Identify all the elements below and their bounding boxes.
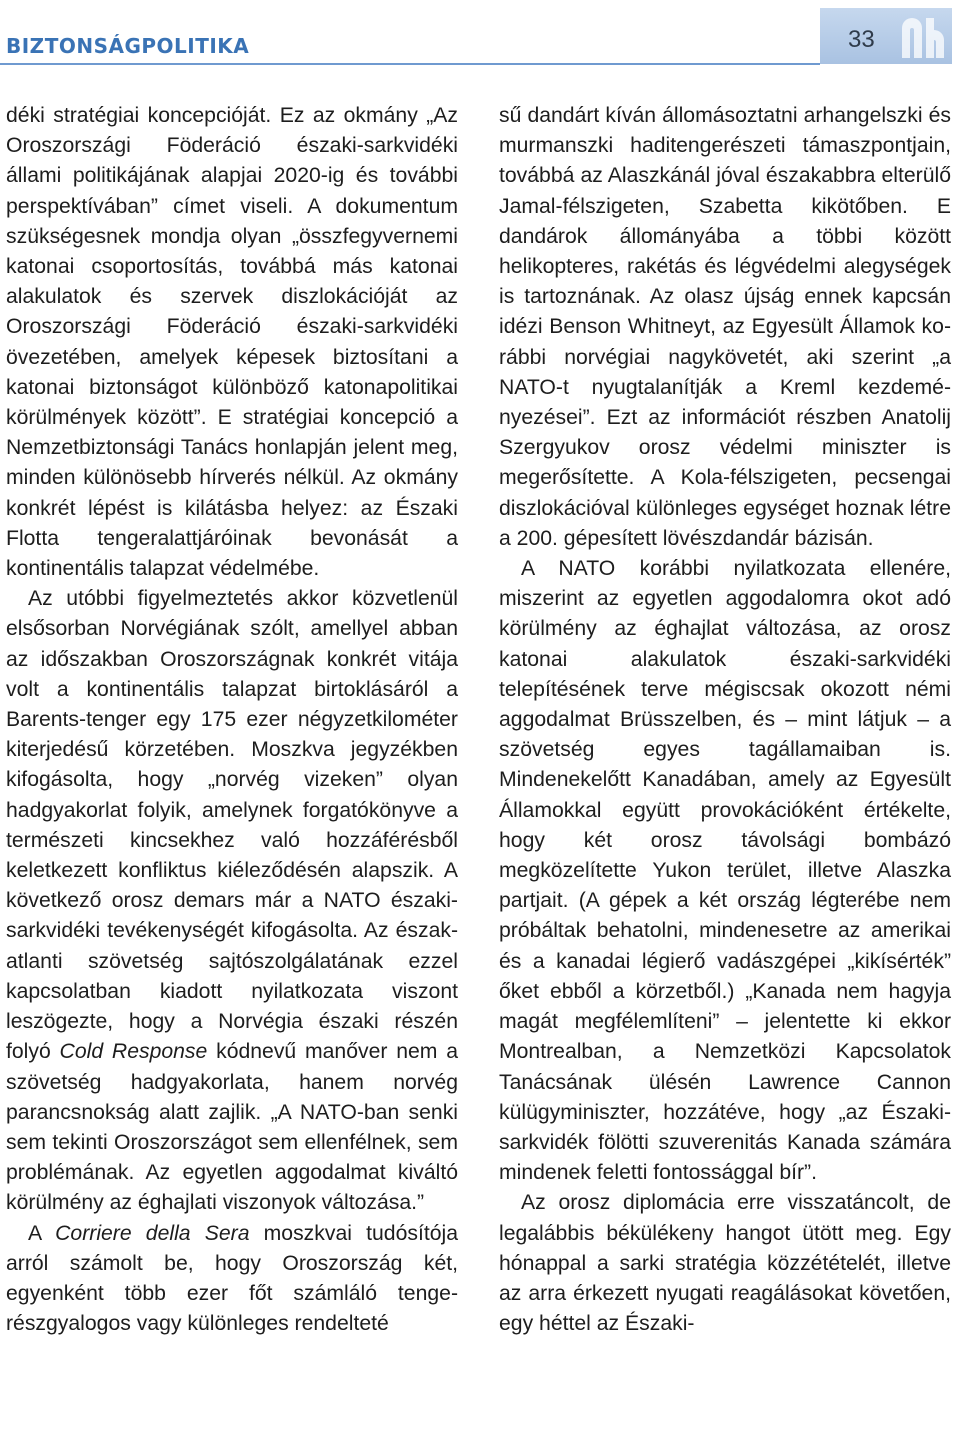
right-column xyxy=(499,101,951,1339)
left-column xyxy=(6,101,458,1339)
left-paragraph-2-text-a: Az utóbbi figyelmeztetés akkor közvetlenül elsősorban Norvégiának szólt, amellyel abban az időszakban Oroszországnak konkrét vitája volt a kontinentális talapzat birtoklásáról a Barents-tenger egy 175 ezer négyzetkilométer kiterjedésű körzetében. Moszkva jegyzékben kifogásolta, hogy „norvég vizeken” olyan hadgyakorlat folyik, amelynek forgatókönyve a természeti kincsekhez való hozzáférésből keletkezett konfliktus kiéleződésén alapszik. A következő orosz demars már a NATO északi-sarkvidéki tevékenységét kifogásolta. Az észak-atlanti szövetség sajtószolgálatának ezzel kapcsolatban kiadott nyilatkozata viszont leszögezte, hogy a Norvégia északi részén folyó xyxy=(6,587,458,1064)
header-rule xyxy=(0,63,820,65)
page-header xyxy=(0,0,960,66)
left-paragraph-2-text-b: kódnevű manőver nem a szövetség hadgyakorlata, hanem norvég parancsnokság alatt zajlik. „A NATO-ban senki sem tekinti Oroszországot sem ellenfélnek, sem problémának. Az egyetlen aggodalmat kiváltó körülmény az éghajlati viszonyok változása.” xyxy=(6,1040,458,1215)
left-paragraph-3-text-b: moszkvai tudósítója arról számolt be, hogy Oroszország két, egyenként több ezer főt számláló tengerészgyalogos vagy különleges rendelteté xyxy=(6,1221,458,1336)
right-paragraph-1: sű dandárt kíván állomásoztatni arhangelszki és murmanszki haditengerészeti támaszpontjain, továbbá az Alaszkánál jóval északabbra elterülő Jamal-félszigeten, Szabetta kikötőben. E dandárok állományába a többi között helikopteres, rakétás és légvédelmi alegységek is tartoznának. Az olasz újság ennek kapcsán idézi Benson Whitneyt, az Egyesült Államok korábbi norvégiai nagykövetét, aki szerint „a NATO-t nyugtalanítják a Kreml kezdeményezései”. Ezt az információt részben Anatolij Szergyukov orosz védelmi miniszter is megerősítette. A Kola-félszigeten, pecsengai diszlokációval különleges egységet hoznak létre a 200. gépesített lövészdandár bázisán. xyxy=(499,104,951,550)
left-paragraph-2 xyxy=(6,584,458,1218)
right-paragraph-3: Az orosz diplomácia erre visszatáncolt, de legalábbis békülékeny hangot ütött meg. Egy hónappal a sarki stratégia közzétételét, illetve az arra érkezett nyugati reagálásokat követően, egy héttel az Északi- xyxy=(499,1191,951,1336)
page-number-box xyxy=(820,8,952,64)
left-paragraph-3-text-a: A xyxy=(28,1221,56,1245)
nb-logo-icon xyxy=(896,14,948,62)
left-paragraph-3 xyxy=(6,1219,458,1340)
left-paragraph-1: déki stratégiai koncepcióját. Ez az okmány „Az Oroszországi Föderáció északi-sarkvidéki állami politikájának alapjai 2020-ig és további perspektívában” címet viseli. A dokumentum szükségesnek mondja olyan „összfegyvernemi katonai csoportosítás, továbbá más katonai alakulatok és szervek diszlokációját az Oroszországi Föderáció északi-sarkvidéki övezetében, amelyek képesek biztosítani a katonai biztonságot különböző katonapolitikai körülmények között”. E stratégiai koncepció a Nemzetbiztonsági Tanács honlapján jelent meg, minden különösebb hírverés nélkül. Az okmány konkrét lépést is kilátásba helyez: az Északi Flotta tengeralattjáróinak bevonását a kontinentális talapzat védelmébe. xyxy=(6,104,458,581)
section-title: BIZTONSÁGPOLITIKA xyxy=(6,34,250,58)
page-number: 33 xyxy=(848,26,875,53)
right-paragraph-2: A NATO korábbi nyilatkozata ellenére, miszerint az egyetlen aggodalomra okot adó körülmény az éghajlat változása, az orosz katonai alakulatok északi-sarkvidéki telepítésének terve mégiscsak okozott némi aggodalmat Brüsszelben, és – mint látjuk – a szövetség egyes tagállamaiban is. Mindenekelőtt Kanadában, amely az Egyesült Államokkal együtt provokációként értékelte, hogy két orosz távolsági bombázó megközelítette Yukon terület, illetve Alaszka partjait. (A gépek a két ország légterébe nem próbáltak behatolni, mindenesetre az amerikai és a kanadai légierő vadászgépei „kikísérték” őket ebből a körzetből.) „Kanada nem hagyja magát megfélemlíteni” – jelentette ki ekkor Montrealban, a Nemzetközi Kapcsolatok Tanácsának ülésén Lawrence Cannon külügyminiszter, hozzátéve, hogy „az Északi-sarkvidék fölötti szuverenitás Kanada számára mindenek feletti fontossággal bír”. xyxy=(499,557,951,1185)
left-paragraph-2-italic: Cold Response xyxy=(59,1040,208,1064)
left-paragraph-3-italic: Corriere della Sera xyxy=(55,1221,250,1245)
